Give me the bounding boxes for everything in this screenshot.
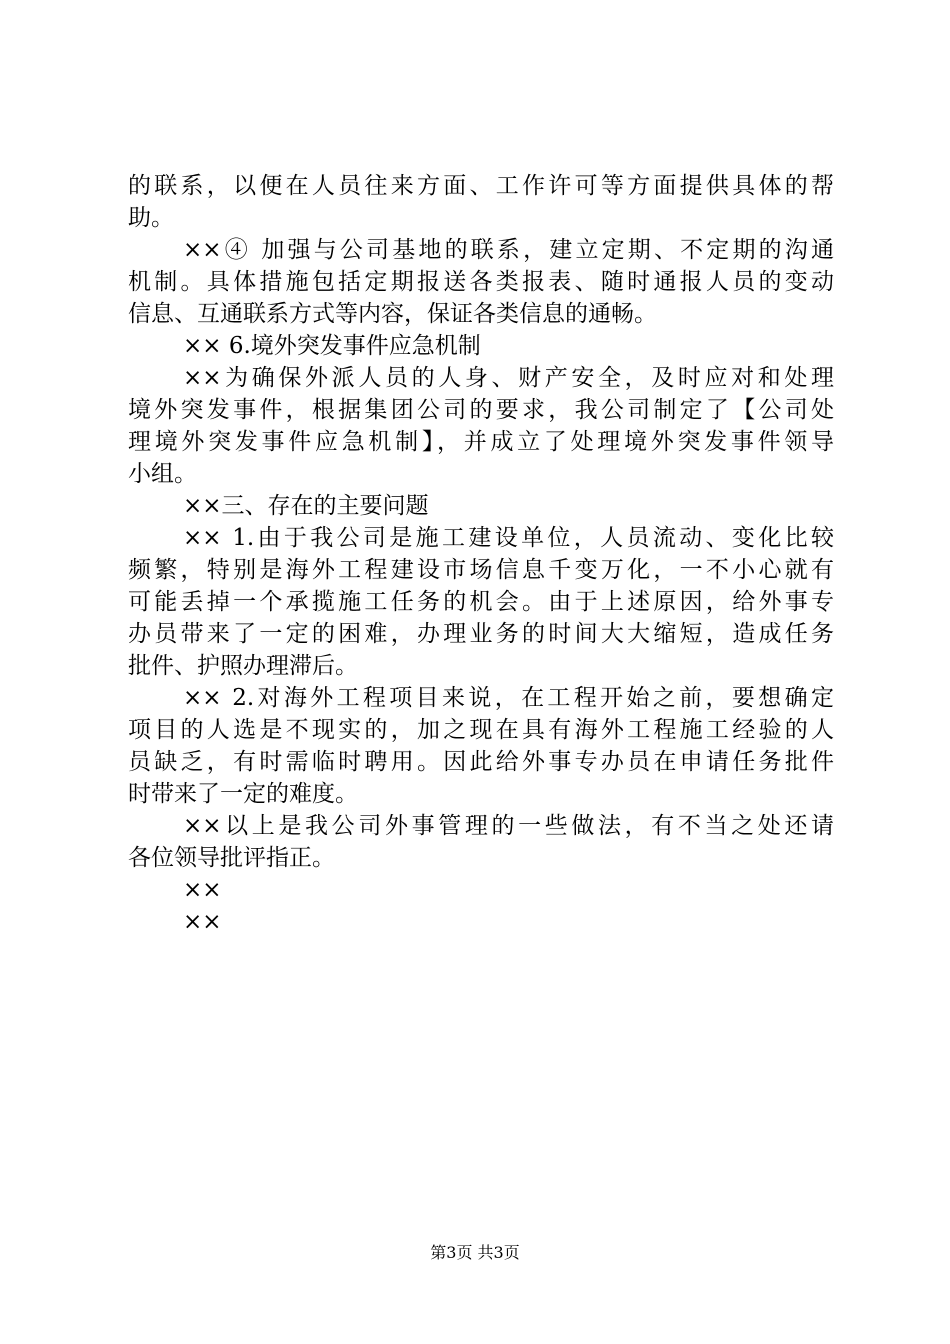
text-line: 可能丢掉一个承揽施工任务的机会。由于上述原因，给外事专 [128,589,834,615]
page-footer: 第3页 共3页 [430,1243,520,1262]
text-line: 助。 [128,205,174,231]
text-line: ××三、存在的主要问题 [183,493,429,519]
text-line: 办员带来了一定的困难，办理业务的时间大大缩短，造成任务 [128,621,834,647]
text-line: 机制。具体措施包括定期报送各类报表、随时通报人员的变动 [128,269,834,295]
text-line: ××以上是我公司外事管理的一些做法，有不当之处还请 [183,813,834,839]
text-line: ××④ 加强与公司基地的联系，建立定期、不定期的沟通 [183,237,834,263]
text-line: ×× [183,909,222,935]
text-line: 时带来了一定的难度。 [128,781,358,807]
text-line: ×× 2.对海外工程项目来说，在工程开始之前，要想确定 [183,685,834,711]
text-line: 项目的人选是不现实的，加之现在具有海外工程施工经验的人 [128,717,834,743]
text-line: 小组。 [128,461,197,487]
text-line: 境外突发事件，根据集团公司的要求，我公司制定了【公司处 [128,397,834,423]
text-line: 各位领导批评指正。 [128,845,335,871]
text-line: 的联系，以便在人员往来方面、工作许可等方面提供具体的帮 [128,173,834,199]
text-line: ××为确保外派人员的人身、财产安全，及时应对和处理 [183,365,834,391]
text-line: ×× 1.由于我公司是施工建设单位，人员流动、变化比较 [183,525,834,551]
text-line: ×× [183,877,222,903]
text-line: 信息、互通联系方式等内容，保证各类信息的通畅。 [128,301,657,327]
text-line: 频繁，特别是海外工程建设市场信息千变万化，一不小心就有 [128,557,834,583]
document-body [128,170,834,938]
text-line: ×× 6.境外突发事件应急机制 [183,333,481,359]
text-line: 员缺乏，有时需临时聘用。因此给外事专办员在申请任务批件 [128,749,834,775]
text-line: 理境外突发事件应急机制】，并成立了处理境外突发事件领导 [128,429,834,455]
text-line: 批件、护照办理滞后。 [128,653,358,679]
